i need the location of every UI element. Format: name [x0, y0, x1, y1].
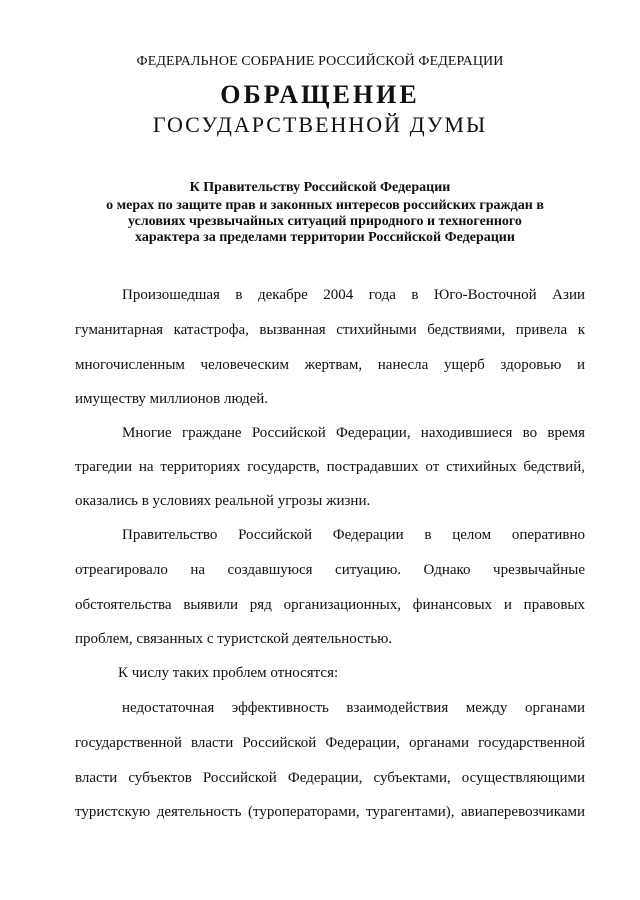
- paragraph-5-line-2: государственной власти Российской Федерации, органами государственной: [75, 735, 585, 751]
- document-title: ОБРАЩЕНИЕ: [220, 80, 420, 109]
- subject-line-1: о мерах по защите прав и законных интересов российских граждан в: [106, 198, 544, 213]
- paragraph-2-line-1: Многие граждане Российской Федерации, находившиеся во время: [122, 425, 585, 441]
- paragraph-1-line-3: многочисленным человеческим жертвам, нанесла ущерб здоровью и: [75, 357, 585, 373]
- paragraph-2-line-3: оказались в условиях реальной угрозы жизни.: [75, 493, 371, 509]
- paragraph-5-line-4: туристскую деятельность (туроператорами, турагентами), авиаперевозчиками: [75, 804, 585, 820]
- organization-header: ФЕДЕРАЛЬНОЕ СОБРАНИЕ РОССИЙСКОЙ ФЕДЕРАЦИИ: [136, 54, 504, 69]
- subject-line-2: условиях чрезвычайных ситуаций природного и техногенного: [128, 214, 522, 229]
- paragraph-1-line-4: имуществу миллионов людей.: [75, 391, 269, 407]
- paragraph-1-line-2: гуманитарная катастрофа, вызванная стихийными бедствиями, привела к: [75, 322, 585, 338]
- subject-line-3: характера за пределами территории Российской Федерации: [135, 230, 515, 245]
- addressee-line: К Правительству Российской Федерации: [189, 180, 451, 195]
- paragraph-2-line-2: трагедии на территориях государств, пострадавших от стихийных бедствий,: [75, 459, 585, 475]
- paragraph-3-line-3: обстоятельства выявили ряд организационных, финансовых и правовых: [75, 597, 585, 613]
- paragraph-3-line-4: проблем, связанных с туристской деятельностью.: [75, 631, 393, 647]
- paragraph-4-line-1: К числу таких проблем относятся:: [118, 665, 339, 681]
- paragraph-5-line-1: недостаточная эффективность взаимодействия между органами: [122, 700, 585, 716]
- document-subtitle: ГОСУДАРСТВЕННОЙ ДУМЫ: [152, 112, 488, 137]
- paragraph-3-line-2: отреагировало на создавшуюся ситуацию. Однако чрезвычайные: [75, 562, 585, 578]
- paragraph-3-line-1: Правительство Российской Федерации в целом оперативно: [122, 527, 585, 543]
- paragraph-1-line-1: Произошедшая в декабре 2004 года в Юго-Восточной Азии: [122, 287, 585, 303]
- paragraph-5-line-3: власти субъектов Российской Федерации, субъектами, осуществляющими: [75, 770, 585, 786]
